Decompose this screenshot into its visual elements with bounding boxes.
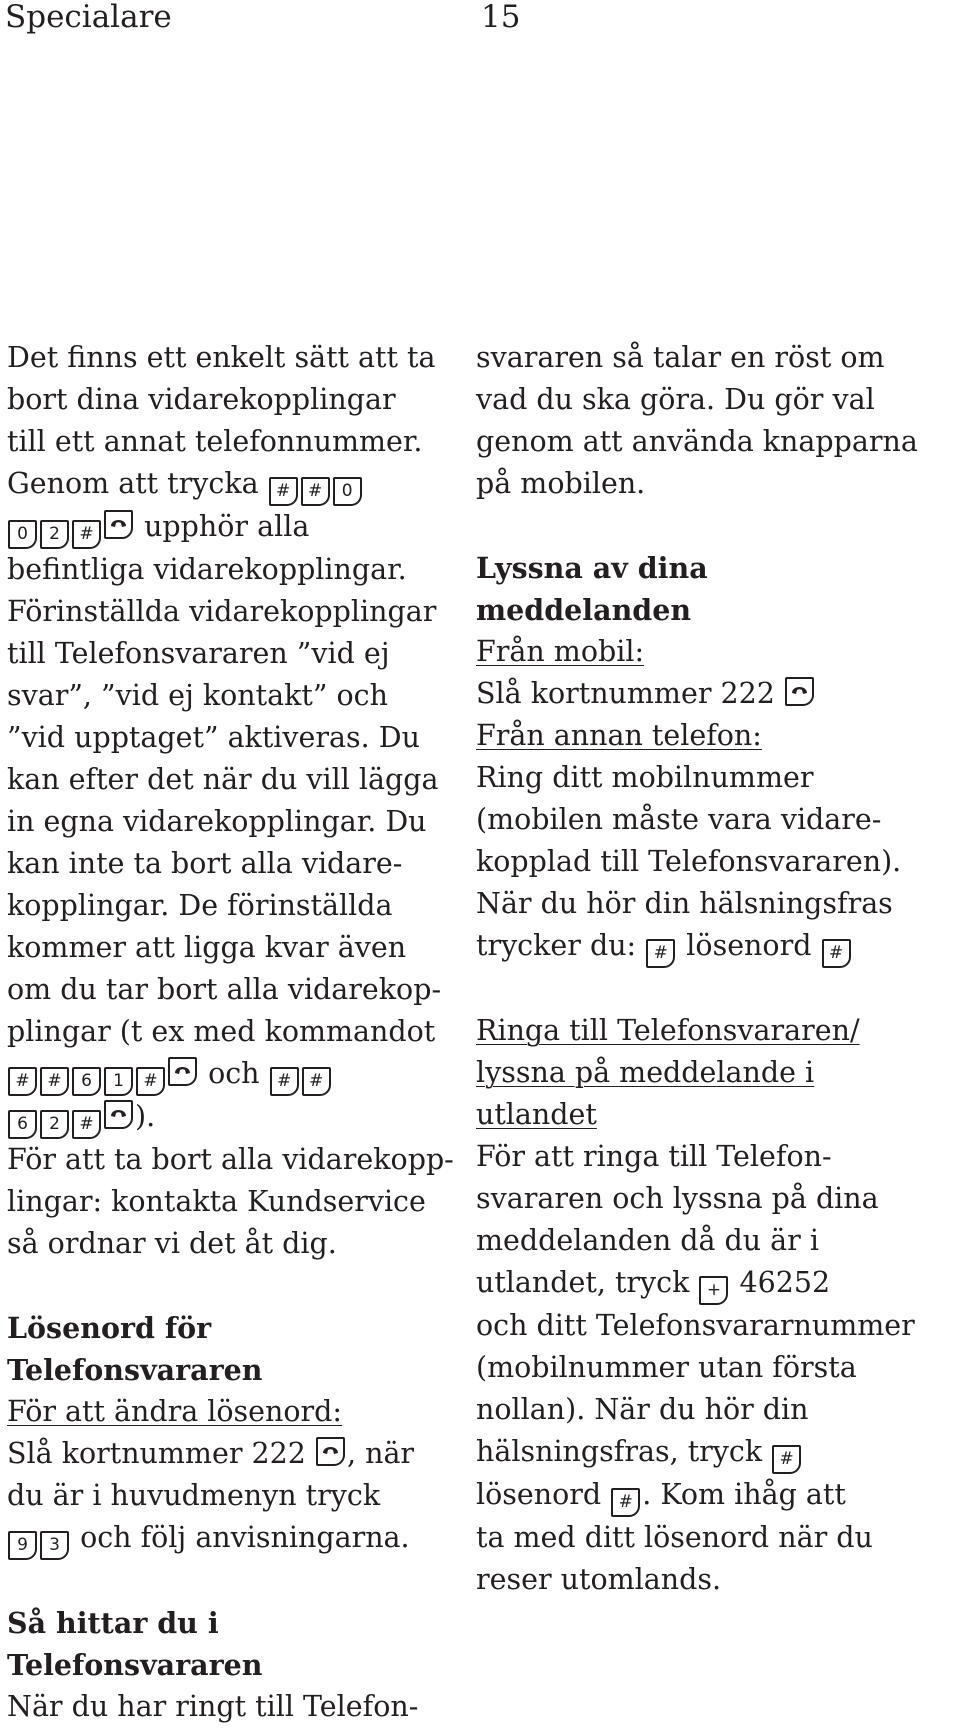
page-number: 15 — [481, 0, 521, 35]
text-fragment: lösenord — [686, 929, 812, 962]
navigate-heading: Så hittar du i Telefonsvararen — [7, 1606, 263, 1682]
text-line: ta med ditt lösenord när du — [476, 1521, 873, 1554]
text-line — [7, 1096, 457, 1139]
listen-heading: meddelanden — [476, 593, 692, 627]
hash-key-icon: # — [269, 477, 298, 506]
text-line: vad du ska göra. Du gör val — [476, 383, 875, 416]
hash-key-icon: # — [72, 1110, 101, 1139]
text-line: så ordnar vi det åt dig. — [7, 1227, 337, 1260]
call-key-icon — [316, 1437, 345, 1466]
text-fragment: Genom att trycka — [7, 467, 259, 500]
text-line: du är i huvudmenyn tryck — [7, 1479, 381, 1512]
hash-key-icon: # — [772, 1445, 801, 1474]
text-line: kopplad till Telefonsvararen). — [476, 845, 902, 878]
text-fragment: Slå kortnummer 222 — [476, 677, 775, 710]
text-line — [7, 463, 457, 506]
hash-key-icon: # — [611, 1488, 640, 1517]
call-key-icon — [104, 1100, 133, 1129]
listen-heading: Lyssna av dina — [476, 551, 708, 585]
text-line: reser utomlands. — [476, 1563, 722, 1596]
digit-2-key-icon: 2 — [40, 1110, 69, 1139]
hash-key-icon: # — [301, 477, 330, 506]
text-fragment: upphör alla — [144, 510, 310, 543]
text-line: Det finns ett enkelt sätt att ta — [7, 341, 436, 374]
text-line: ”vid upptaget” aktiveras. Du — [7, 721, 420, 754]
text-line: När du har ringt till Telefon- — [7, 1690, 419, 1723]
text-fragment: och — [208, 1057, 260, 1090]
section-title: Specialare — [5, 0, 172, 35]
text-line: lingar: kontakta Kundservice — [7, 1185, 426, 1218]
text-fragment: hälsningsfras, tryck — [476, 1435, 763, 1468]
text-line — [476, 673, 956, 715]
text-line: om du tar bort alla vidarekop- — [7, 973, 442, 1006]
text-line: Ring ditt mobilnummer — [476, 761, 814, 794]
text-line: genom att använda knapparna — [476, 425, 918, 458]
text-line: För att ta bort alla vidarekopp- — [7, 1143, 454, 1176]
text-line: svar”, ”vid ej kontakt” och — [7, 679, 388, 712]
digit-6-key-icon: 6 — [8, 1110, 37, 1139]
hash-key-icon: # — [822, 939, 851, 968]
hash-key-icon: # — [8, 1067, 37, 1096]
digit-9-key-icon: 9 — [8, 1531, 37, 1560]
text-fragment: . Kom ihåg att — [642, 1478, 846, 1511]
digit-6-key-icon: 6 — [72, 1067, 101, 1096]
text-line: kopplingar. De förinställda — [7, 889, 393, 922]
text-line — [7, 1517, 457, 1560]
text-fragment: trycker du: — [476, 929, 637, 962]
plus-key-icon: + — [699, 1276, 728, 1305]
text-fragment: , när — [346, 1437, 415, 1470]
text-fragment: Slå kortnummer 222 — [7, 1437, 306, 1470]
text-line: kan inte ta bort alla vidare- — [7, 847, 403, 880]
text-line: nollan). När du hör din — [476, 1393, 809, 1426]
hash-key-icon: # — [270, 1067, 299, 1096]
digit-0-key-icon: 0 — [333, 477, 362, 506]
abroad-heading: utlandet — [476, 1098, 597, 1131]
text-line — [7, 1053, 457, 1096]
right-column — [476, 337, 956, 1601]
text-line — [476, 925, 956, 968]
text-line: till ett annat telefonnummer. — [7, 425, 423, 458]
left-column — [7, 337, 457, 1728]
call-key-icon — [168, 1057, 197, 1086]
text-line — [476, 1431, 956, 1474]
hash-key-icon: # — [72, 520, 101, 549]
digit-2-key-icon: 2 — [40, 520, 69, 549]
abroad-heading: Ringa till Telefonsvararen/ — [476, 1014, 860, 1047]
text-line: kommer att ligga kvar även — [7, 931, 407, 964]
text-line: och ditt Telefonsvararnummer — [476, 1309, 915, 1342]
digit-3-key-icon: 3 — [40, 1531, 69, 1560]
password-heading: Lösenord för Telefonsvararen — [7, 1311, 263, 1387]
abroad-heading: lyssna på meddelande i — [476, 1056, 815, 1089]
digit-0-key-icon: 0 — [8, 520, 37, 549]
text-line: befintliga vidarekopplingar. — [7, 553, 407, 586]
text-line: till Telefonsvararen ”vid ej — [7, 637, 390, 670]
digit-1-key-icon: 1 — [104, 1067, 133, 1096]
text-line — [476, 1474, 956, 1517]
hash-key-icon: # — [302, 1067, 331, 1096]
from-mobile-label: Från mobil: — [476, 635, 645, 668]
from-other-phone-label: Från annan telefon: — [476, 719, 762, 752]
text-line: (mobilnummer utan första — [476, 1351, 857, 1384]
text-fragment: utlandet, tryck — [476, 1266, 690, 1299]
call-key-icon — [785, 677, 814, 706]
text-line: Förinställda vidarekopplingar — [7, 595, 437, 628]
change-password-label: För att ändra lösenord: — [7, 1395, 343, 1428]
hash-key-icon: # — [646, 939, 675, 968]
hash-key-icon: # — [136, 1067, 165, 1096]
text-fragment: ). — [135, 1100, 156, 1133]
text-line: (mobilen måste vara vidare- — [476, 803, 882, 836]
text-line: svararen och lyssna på dina — [476, 1182, 879, 1215]
text-fragment: och följ anvisningarna. — [80, 1521, 410, 1554]
text-line: När du hör din hälsningsfras — [476, 887, 893, 920]
text-line — [7, 506, 457, 549]
call-key-icon — [104, 510, 133, 539]
text-line: bort dina vidarekopplingar — [7, 383, 396, 416]
text-line: svararen så talar en röst om — [476, 341, 885, 374]
text-line — [476, 1262, 956, 1305]
text-line: på mobilen. — [476, 467, 646, 500]
text-fragment: 46252 — [739, 1266, 831, 1299]
text-line: plingar (t ex med kommandot — [7, 1015, 436, 1048]
text-line — [7, 1433, 457, 1475]
text-line: in egna vidarekopplingar. Du — [7, 805, 427, 838]
text-line: meddelanden då du är i — [476, 1224, 819, 1257]
text-fragment: lösenord — [476, 1478, 602, 1511]
hash-key-icon: # — [40, 1067, 69, 1096]
text-line: kan efter det när du vill lägga — [7, 763, 439, 796]
text-line: För att ringa till Telefon- — [476, 1140, 832, 1173]
